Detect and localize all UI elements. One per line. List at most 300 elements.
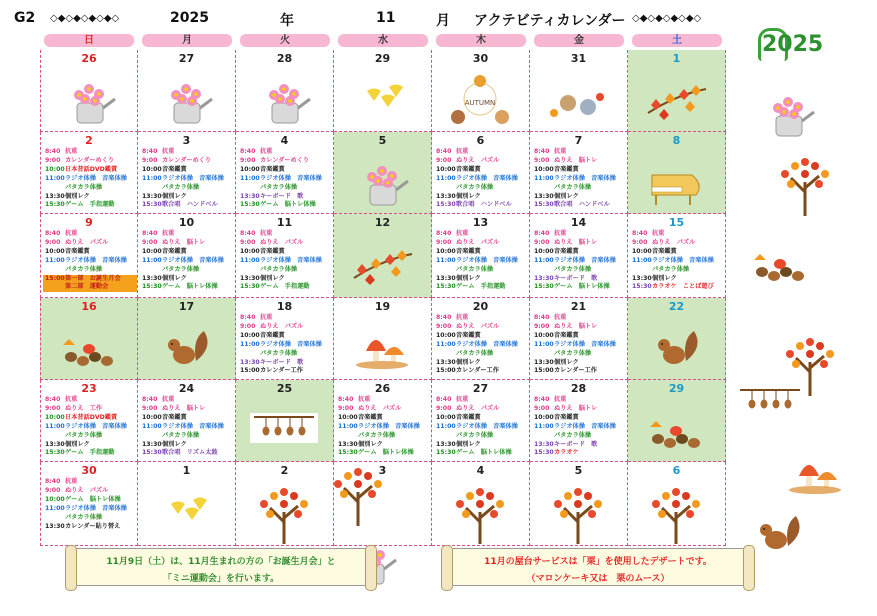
schedule-activity: パタカラ体操 [162,265,200,273]
schedule-time: 11:00 [534,422,554,430]
schedule-time: 8:40 [436,148,452,155]
day-number: 30 [81,464,97,477]
schedule-activity: 個別レク [260,274,285,282]
day-number: 27 [472,382,489,395]
schedule-time: 15:30 [142,449,162,457]
sheet-code: G2 [14,10,36,26]
schedule-time: 11:00 [534,256,554,264]
weekday-header: 金 [534,34,624,47]
schedule-activity: 音楽鑑賞 [554,247,579,255]
weekday-header: 月 [142,34,232,47]
schedule-activity: 音楽鑑賞 [456,247,481,255]
schedule-activity: ぬりえ 工作 [65,404,103,412]
schedule-activity: パタカラ体操 [65,431,103,439]
schedule-time: 9:00 [142,238,158,246]
day-number: 13 [472,216,489,229]
schedule-activity: 個別レク [162,440,187,448]
schedule-activity: ラジオ体操 音楽体操 [162,256,224,264]
schedule-activity: パタカラ体操 [456,183,494,191]
schedule-time: 11:00 [534,340,554,348]
banner-birthday-event [72,548,370,586]
schedule-activity: 音楽鑑賞 [456,331,481,339]
schedule-activity: ぬりえ パズル [260,322,304,330]
schedule-time: 9:00 [45,404,61,412]
schedule-time: 10:00 [338,413,358,421]
schedule-time: 10:00 [240,247,260,255]
weekday-header: 水 [338,34,428,47]
schedule-time: 11:00 [240,256,260,264]
schedule-time: 10:00 [436,247,456,255]
schedule-time: 11:00 [534,174,554,182]
acorns-decoration-icon [736,386,804,416]
schedule-time: 15:30 [142,283,162,291]
day-number: 1 [672,52,681,65]
schedule-time: 10:00 [534,165,554,173]
schedule-time: 9:00 [436,404,452,412]
schedule-time: 10:00 [142,165,162,173]
day-number: 27 [178,52,195,65]
schedule-activity: パタカラ体操 [652,265,690,273]
schedule-activity: 抗重 [456,148,469,155]
schedule-activity: パタカラ体操 [260,265,298,273]
schedule-activity: ゲーム 手指運動 [260,283,310,291]
flowers-decoration-icon [773,97,814,136]
schedule-time: 8:40 [142,148,158,155]
schedule-activity: 音楽鑑賞 [260,165,285,173]
schedule-time: 10:00 [534,247,554,255]
schedule-time: 15:00 [240,367,260,375]
schedule-time: 13:30 [142,274,162,282]
schedule-time: 8:40 [240,148,256,155]
schedule-activity: ぬりえ パズル [456,238,500,246]
schedule-time: 15:30 [436,201,456,209]
schedule-activity: パタカラ体操 [456,431,494,439]
schedule-activity: カレンダー貼り替え [65,522,121,530]
schedule-time: 11:00 [45,504,65,512]
schedule-activity: 抗重 [65,396,78,403]
schedule-activity: 音楽鑑賞 [65,247,90,255]
schedule-time: 10:00 [436,165,456,173]
schedule-time: 13:30 [142,192,162,200]
year: 2025 [170,10,209,26]
schedule-activity: 抗重 [65,230,78,237]
schedule-time: 8:40 [534,314,550,321]
schedule-activity: 第二部 運動会 [65,283,109,291]
schedule-activity: ゲーム 手指運動 [65,201,115,209]
day-number: 12 [374,216,391,229]
schedule-time: 9:00 [534,404,550,412]
schedule-time: 9:00 [436,322,452,330]
weekday-header: 土 [632,34,722,47]
schedule-activity: ラジオ体操 音楽体操 [456,340,518,348]
schedule-activity: ぬりえ パズル [358,404,402,412]
day-number: 20 [472,300,489,313]
schedule-activity: ぬりえ パズル [456,404,500,412]
schedule-activity: 抗重 [260,314,273,321]
scroll-roll-left [441,545,453,591]
schedule-time: 10:00 [240,165,260,173]
day-number: 28 [276,52,293,65]
schedule-time: 9:00 [436,156,452,164]
schedule-activity: パタカラ体操 [65,513,103,521]
schedule-activity: 音楽鑑賞 [260,247,285,255]
schedule-activity: ぬりえ 脳トレ [554,322,598,330]
schedule-time: 15:30 [436,283,456,291]
schedule-activity: 個別レク [456,192,481,200]
schedule-activity: ラジオ体操 音楽体操 [456,422,518,430]
schedule-activity: ゲーム 脳トレ体操 [260,201,316,209]
schedule-activity: ぬりえ 脳トレ [162,238,206,246]
day-number: 18 [276,300,293,313]
schedule-activity: パタカラ体操 [456,265,494,273]
schedule-time: 15:30 [534,283,554,291]
schedule-time: 9:00 [436,238,452,246]
schedule-activity: ぬりえ パズル [65,238,109,246]
schedule-activity: 個別レク [554,192,579,200]
schedule-time: 15:30 [45,449,65,457]
schedule-activity: 抗重 [162,148,175,155]
day-number: 6 [672,464,681,477]
schedule-activity: 個別レク [65,440,90,448]
mushroom-decoration-icon [789,465,841,494]
schedule-time: 11:00 [142,256,162,264]
schedule-activity: ゲーム 脳トレ体操 [554,283,610,291]
banner-stall-service [448,548,748,586]
schedule-time: 10:00 [142,413,162,421]
day-number: 10 [178,216,195,229]
day-number: 5 [378,134,387,147]
schedule-activity: カレンダー工作 [456,367,499,375]
schedule-time: 9:00 [240,156,256,164]
schedule-time: 8:40 [338,396,354,403]
schedule-activity: 音楽鑑賞 [162,413,187,421]
schedule-time: 10:00 [436,331,456,339]
schedule-time: 8:40 [534,230,550,237]
banner-right-line2: （マロンケーキ又は 栗のムース） [526,574,670,584]
schedule-activity: 個別レク [456,274,481,282]
schedule-time: 9:00 [240,238,256,246]
schedule-time: 13:30 [45,192,65,200]
schedule-time: 10:00 [534,331,554,339]
schedule-activity: 抗重 [65,478,78,485]
schedule-activity: カラオケ [554,449,579,457]
schedule-activity: ラジオ体操 音楽体操 [554,422,616,430]
schedule-time: 13:30 [632,274,652,282]
schedule-activity: ぬりえ パズル [652,238,696,246]
schedule-time: 10:00 [45,247,65,255]
schedule-time: 13:30 [45,522,65,530]
schedule-time: 8:40 [240,230,256,237]
day-number: 30 [472,52,489,65]
schedule-activity: 抗重 [456,396,469,403]
schedule-time: 10:00 [632,247,652,255]
schedule-time: 8:40 [45,396,61,403]
schedule-time: 8:40 [45,148,61,155]
schedule-activity: 個別レク [358,440,383,448]
day-number: 2 [280,464,289,477]
nuts-decoration-icon [754,254,804,281]
schedule-activity: 抗重 [456,314,469,321]
schedule-time: 15:30 [534,201,554,209]
schedule-activity: キーボード 歌 [554,274,598,282]
schedule-time: 9:00 [45,238,61,246]
schedule-activity: 個別レク [162,274,187,282]
schedule-activity: ラジオ体操 音楽体操 [260,174,322,182]
schedule-activity: 歌合唱 ハンドベル [554,201,610,209]
schedule-activity: パタカラ体操 [162,183,200,191]
schedule-time: 11:00 [240,174,260,182]
squirrel-decoration-icon [760,516,800,549]
schedule-time: 8:40 [142,230,158,237]
schedule-time: 13:30 [534,358,554,366]
schedule-activity: 音楽鑑賞 [456,413,481,421]
schedule-time: 15:30 [240,201,260,209]
schedule-time: 10:00 [534,413,554,421]
schedule-activity: 抗重 [162,396,175,403]
schedule-time: 9:00 [534,322,550,330]
schedule-time: 8:40 [436,314,452,321]
day-number: 29 [668,382,685,395]
day-number: 2 [85,134,93,147]
weekday-header: 火 [240,34,330,47]
schedule-time: 13:30 [436,192,456,200]
schedule-time: 8:40 [632,230,648,237]
schedule-time: 11:00 [142,174,162,182]
schedule-time: 8:40 [142,396,158,403]
schedule-activity: ラジオ体操 音楽体操 [554,174,616,182]
schedule-activity: カレンダー工作 [260,367,303,375]
schedule-activity: 音楽鑑賞 [456,165,481,173]
day-number: 6 [476,134,485,147]
schedule-activity: カレンダー工作 [554,367,597,375]
schedule-time: 9:00 [240,322,256,330]
schedule-activity: ラジオ体操 音楽体操 [65,174,127,182]
month: 11 [376,10,396,26]
schedule-time: 11:00 [632,256,652,264]
schedule-activity: パタカラ体操 [260,183,298,191]
schedule-activity: ゲーム 手指運動 [65,449,115,457]
schedule-time: 9:00 [45,156,61,164]
schedule-time: 11:00 [436,340,456,348]
schedule-activity: ラジオ体操 音楽体操 [456,256,518,264]
schedule-activity: ラジオ体操 音楽体操 [65,422,127,430]
day-number: 3 [378,464,387,477]
schedule-time: 15:30 [45,201,65,209]
schedule-time: 11:00 [142,422,162,430]
schedule-time: 13:30 [534,440,554,448]
schedule-activity: ゲーム 脳トレ体操 [162,283,218,291]
scroll-roll-right [743,545,755,591]
schedule-activity: 個別レク [456,440,481,448]
schedule-activity: ラジオ体操 音楽体操 [358,422,420,430]
schedule-activity: 音楽鑑賞 [162,165,187,173]
schedule-activity: キーボード 歌 [260,358,304,366]
schedule-activity: 歌合唱 ハンドベル [162,201,218,209]
schedule-time: 15:30 [632,283,652,291]
schedule-activity: パタカラ体操 [65,265,103,273]
schedule-time: 15:00 [534,367,554,375]
schedule-activity: 個別レク [456,358,481,366]
schedule-time: 8:40 [436,230,452,237]
schedule-time: 11:00 [436,174,456,182]
schedule-time: 9:00 [632,238,648,246]
schedule-time: 10:00 [45,413,65,421]
schedule-activity: ぬりえ 脳トレ [162,404,206,412]
svg-text:AUTUMN: AUTUMN [464,99,496,107]
schedule-time: 10:00 [142,247,162,255]
schedule-time: 11:00 [338,422,358,430]
schedule-activity: ぬりえ パズル [65,486,109,494]
schedule-activity: 第一部 お誕生月会 [65,274,121,282]
schedule-activity: キーボード 歌 [260,192,304,200]
schedule-activity: パタカラ体操 [554,349,592,357]
schedule-activity: ぬりえ 脳トレ [554,156,598,164]
scroll-roll-right [365,545,377,591]
schedule-activity: 抗重 [162,230,175,237]
schedule-activity: 抗重 [456,230,469,237]
day-number: 23 [81,382,97,395]
weekday-header: 木 [436,34,526,47]
schedule-activity: ラジオ体操 音楽体操 [652,256,714,264]
schedule-activity: 個別レク [554,358,579,366]
schedule-activity: ラジオ体操 音楽体操 [554,340,616,348]
decorative-year: 2025 [762,32,824,57]
schedule-activity: カレンダーめくり [260,156,310,164]
schedule-time: 11:00 [240,340,260,348]
schedule-time: 9:00 [534,238,550,246]
tree-decoration-icon [334,468,382,526]
day-number: 5 [574,464,583,477]
day-number: 31 [570,52,587,65]
schedule-activity: ラジオ体操 音楽体操 [456,174,518,182]
banner-right-line1: 11月の屋台サービスは「栗」を使用したデザートです。 [484,557,712,567]
schedule-activity: 音楽鑑賞 [358,413,383,421]
schedule-activity: ラジオ体操 音楽体操 [65,256,127,264]
schedule-activity: ラジオ体操 音楽体操 [162,422,224,430]
schedule-time: 13:30 [534,274,554,282]
schedule-activity: 音楽鑑賞 [554,165,579,173]
banner-left-line1: 11月9日（土）は、11月生まれの方の「お誕生月会」と [106,557,336,567]
schedule-time: 15:30 [534,449,554,457]
schedule-time: 10:00 [45,165,65,173]
schedule-activity: 音楽鑑賞 [260,331,285,339]
banner-left-line2: 「ミニ運動会」を行います。 [162,574,280,584]
schedule-activity: パタカラ体操 [554,183,592,191]
schedule-activity: ぬりえ 脳トレ [554,404,598,412]
schedule-time: 9:00 [45,486,61,494]
day-number: 9 [85,216,93,229]
schedule-activity: 音楽鑑賞 [554,331,579,339]
day-number: 26 [374,382,391,395]
day-number: 3 [182,134,191,147]
schedule-time: 15:30 [240,283,260,291]
schedule-activity: ラジオ体操 音楽体操 [260,340,322,348]
schedule-activity: ラジオ体操 音楽体操 [65,504,127,512]
schedule-activity: カラオケ ことば遊び [652,283,714,291]
schedule-activity: カレンダーめくり [65,156,115,164]
calendar-title: アクテビティカレンダー [474,13,626,29]
day-number: 7 [574,134,583,147]
schedule-time: 8:40 [534,148,550,155]
schedule-time: 11:00 [436,422,456,430]
scroll-roll-left [65,545,77,591]
schedule-time: 8:40 [534,396,550,403]
schedule-activity: 個別レク [162,192,187,200]
schedule-activity: ぬりえ 脳トレ [554,238,598,246]
schedule-activity: カレンダーめくり [162,156,212,164]
day-number: 28 [570,382,587,395]
schedule-time: 13:30 [240,358,260,366]
day-number: 8 [672,134,681,147]
schedule-time: 8:40 [436,396,452,403]
schedule-activity: パタカラ体操 [162,431,200,439]
schedule-time: 15:30 [142,201,162,209]
schedule-time: 13:30 [240,274,260,282]
schedule-activity: 個別レク [65,192,90,200]
schedule-activity: パタカラ体操 [456,349,494,357]
schedule-time: 15:00 [436,367,456,375]
schedule-activity: パタカラ体操 [260,349,298,357]
schedule-time: 11:00 [45,174,65,182]
day-number: 21 [570,300,587,313]
schedule-activity: 抗重 [554,314,567,321]
schedule-activity: 日本昔話DVD鑑賞 [65,165,118,173]
schedule-time: 13:30 [436,274,456,282]
day-number: 26 [81,52,97,65]
day-number: 14 [570,216,587,229]
schedule-activity: パタカラ体操 [554,431,592,439]
schedule-activity: 抗重 [554,396,567,403]
year-label: 年 [280,13,294,29]
schedule-time: 9:00 [534,156,550,164]
schedule-activity: ラジオ体操 音楽体操 [554,256,616,264]
schedule-activity: パタカラ体操 [554,265,592,273]
schedule-time: 9:00 [142,404,158,412]
diamond-ornament-left: ◇◆◇◆◇◆◇◆◇ [50,13,120,24]
schedule-activity: 抗重 [358,396,371,403]
day-number: 1 [182,464,191,477]
schedule-activity: 個別レク [652,274,677,282]
schedule-activity: 日本昔話DVD鑑賞 [65,413,118,421]
day-number: 29 [374,52,391,65]
schedule-activity: 抗重 [260,230,273,237]
day-number: 16 [81,300,97,313]
schedule-time: 15:30 [436,449,456,457]
day-number: 15 [668,216,685,229]
schedule-activity: 歌合唱 ハンドベル [456,201,512,209]
day-number: 24 [178,382,195,395]
schedule-time: 8:40 [45,230,61,237]
schedule-activity: 抗重 [652,230,665,237]
schedule-activity: ラジオ体操 音楽体操 [260,256,322,264]
day-number: 22 [668,300,685,313]
schedule-time: 15:30 [338,449,358,457]
schedule-activity: 抗重 [554,148,567,155]
schedule-activity: ゲーム 脳トレ体操 [456,449,512,457]
day-number: 4 [280,134,289,147]
schedule-time: 13:30 [436,358,456,366]
schedule-activity: 歌合唱 リズム太鼓 [162,449,218,457]
schedule-activity: パタカラ体操 [65,183,103,191]
schedule-time: 13:30 [142,440,162,448]
schedule-activity: 音楽鑑賞 [554,413,579,421]
schedule-activity: 抗重 [260,148,273,155]
schedule-time: 9:00 [338,404,354,412]
schedule-activity: ゲーム 脳トレ体操 [358,449,414,457]
schedule-time: 13:30 [338,440,358,448]
schedule-time: 15:00 [45,274,65,282]
day-number: 19 [374,300,391,313]
